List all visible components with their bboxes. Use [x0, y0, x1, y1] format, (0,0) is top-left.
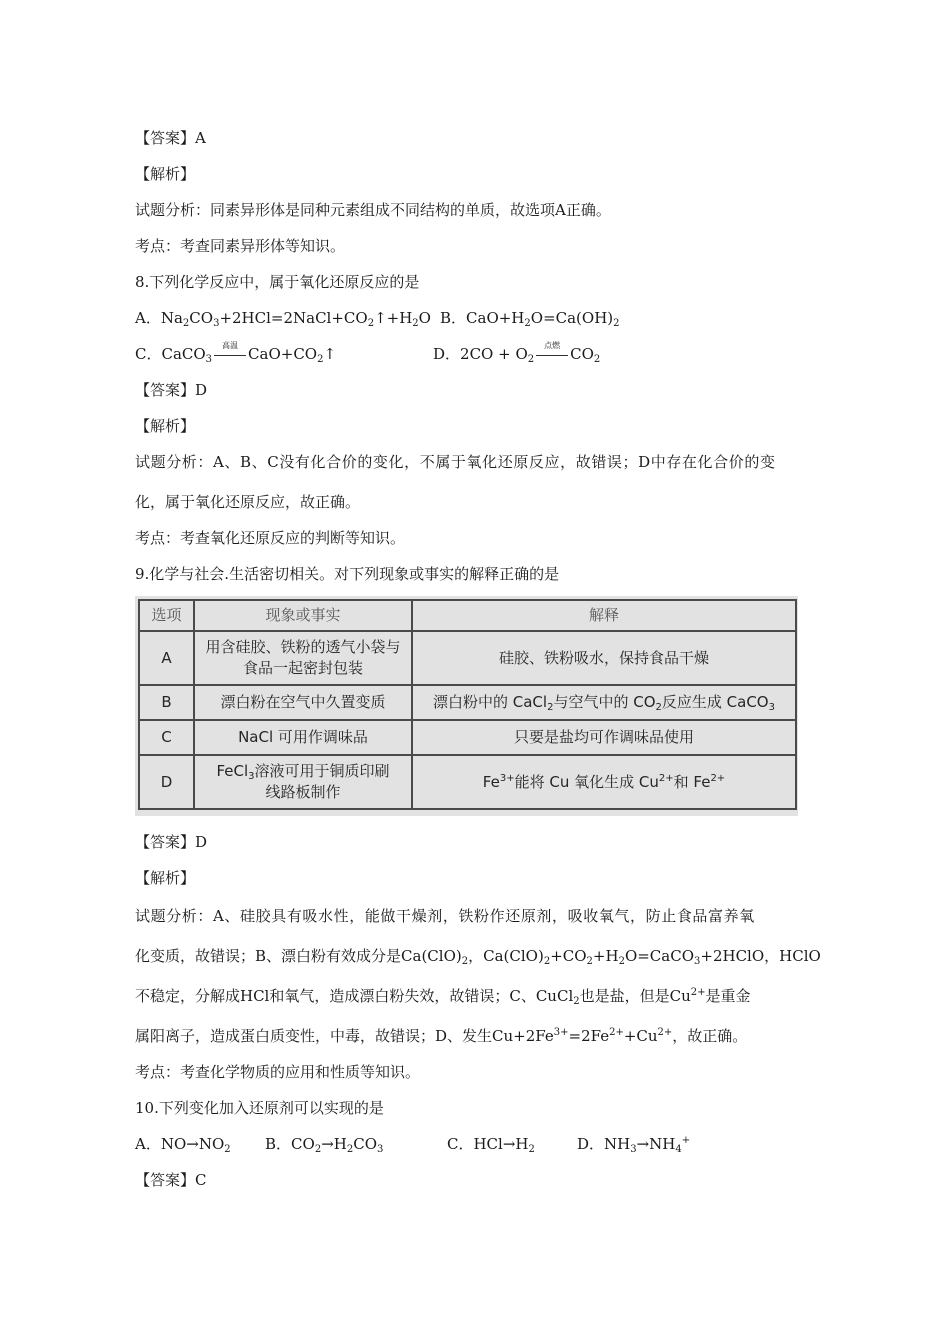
- q10-stem: 10.下列变化加入还原剂可以实现的是: [135, 1099, 384, 1117]
- row-option: C: [139, 720, 194, 755]
- q7-answer: 【答案】A: [135, 129, 206, 147]
- q10-option-d: D．$NH_3\to NH_4^+$: [577, 1135, 691, 1155]
- header-option: 选项: [139, 600, 194, 631]
- row-explanation: 硅胶、铁粉吸水，保持食品干燥: [412, 631, 796, 685]
- q7-exam-point: 考点：考查同素异形体等知识。: [135, 237, 346, 255]
- q8-analysis-line-2: 化，属于氧化还原反应，故正确。: [135, 493, 361, 511]
- q7-analysis-heading: 【解析】: [135, 165, 196, 183]
- q9-analysis-line-1: 试题分析：A、硅胶具有吸水性，能做干燥剂，铁粉作还原剂，吸收氧气，防止食品富养氧: [135, 907, 755, 925]
- q9-exam-point: 考点：考查化学物质的应用和性质等知识。: [135, 1063, 421, 1081]
- q10-option-a: A．$NO\to NO_2$: [135, 1135, 231, 1155]
- q8-option-b: B．$CaO+H_2O=Ca(OH)_2$: [440, 309, 620, 329]
- q8-option-d: D．$2CO + O_2$ 点燃 $CO_2$: [433, 341, 601, 365]
- q9-scanned-table: [135, 596, 798, 816]
- reaction-condition-ignite: 点燃: [534, 344, 570, 364]
- q9-stem: 9.化学与社会.生活密切相关。对下列现象或事实的解释正确的是: [135, 565, 560, 583]
- table-header-row: [139, 600, 796, 631]
- q9-analysis-line-2: 化变质，故错误；B、漂白粉有效成分是$Ca(ClO)_2$，$Ca(ClO)_2+CO_2+H_2O=CaCO_3+2HClO$，HClO: [135, 947, 821, 967]
- q8-option-c: C．CaCO$_3$ 高温 $CaO+CO_2↑$: [135, 341, 337, 365]
- row-explanation: 只要是盐均可作调味品使用: [412, 720, 796, 755]
- row-explanation: 漂白粉中的 CaCl$_2$与空气中的 $CO_2$反应生成 CaCO$_3$: [412, 685, 796, 720]
- q10-option-c: C．$HCl\to H_2$: [447, 1135, 535, 1155]
- q9-answer: 【答案】D: [135, 833, 208, 851]
- row-option: D: [139, 755, 194, 809]
- row-explanation: $Fe^{3+}$能将 Cu 氧化生成 $Cu^{2+}$和 $Fe^{2+}$: [412, 755, 796, 809]
- row-fact: NaCl 可用作调味品: [194, 720, 412, 755]
- q8-analysis-heading: 【解析】: [135, 417, 196, 435]
- q8-exam-point: 考点：考查氧化还原反应的判断等知识。: [135, 529, 406, 547]
- row-fact: FeCl$_3$溶液可用于铜质印刷 线路板制作: [194, 755, 412, 809]
- header-fact: 现象或事实: [194, 600, 412, 631]
- q8-analysis-line-1: 试题分析：A、B、C没有化合价的变化，不属于氧化还原反应，故错误；D中存在化合价的变: [135, 453, 776, 471]
- q10-answer: 【答案】C: [135, 1171, 207, 1189]
- q9-analysis-heading: 【解析】: [135, 869, 196, 887]
- row-fact: 用含硅胶、铁粉的透气小袋与 食品一起密封包装: [194, 631, 412, 685]
- table-row: [139, 631, 796, 685]
- q9-analysis-line-3: 不稳定，分解成HCl和氧气，造成漂白粉失效，故错误；C、CuCl$_2$也是盐，但是$Cu^{2+}$是重金: [135, 987, 751, 1007]
- q8-stem: 8.下列化学反应中，属于氧化还原反应的是: [135, 273, 420, 291]
- q9-analysis-line-4: 属阳离子，造成蛋白质变性，中毒，故错误；D、发生$Cu+2Fe^{3+}=2Fe^{2+}+Cu^{2+}$，故正确。: [135, 1027, 748, 1045]
- row-option: B: [139, 685, 194, 720]
- q9-table: [138, 599, 797, 810]
- q8-option-a: A．$Na_2CO_3+2HCl=2NaCl+CO_2↑+H_2O$: [135, 309, 431, 329]
- q10-option-b: B．$CO_2\to H_2CO_3$: [265, 1135, 384, 1155]
- table-row: [139, 720, 796, 755]
- table-row: [139, 755, 796, 809]
- q8-answer: 【答案】D: [135, 381, 208, 399]
- q7-analysis: 试题分析：同素异形体是同种元素组成不同结构的单质，故选项A正确。: [135, 201, 611, 219]
- reaction-condition-high-temp: 高温: [212, 344, 248, 364]
- row-fact: 漂白粉在空气中久置变质: [194, 685, 412, 720]
- header-explanation: 解释: [412, 600, 796, 631]
- table-row: [139, 685, 796, 720]
- row-option: A: [139, 631, 194, 685]
